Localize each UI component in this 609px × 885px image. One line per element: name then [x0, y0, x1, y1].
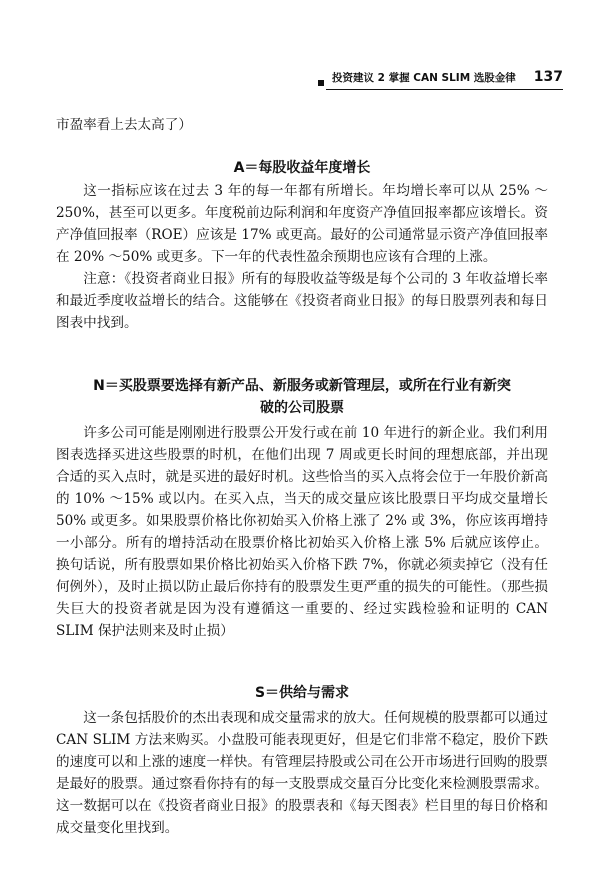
paragraph: 注意：《投资者商业日报》所有的每股收益等级是每个公司的 3 年收益增长率和最近季度收益增长的结合。这能够在《投资者商业日报》的每日股票列表和每日图表中找到。: [56, 271, 548, 331]
header-rule: [326, 89, 563, 90]
section-heading-n-line2: 破的公司股票: [260, 400, 344, 416]
paragraph: 这一指标应该在过去 3 年的每一年都有所增长。年均增长率可以从 25% ～250%，甚至可以更多。年度税前边际利润和年度资产净值回报率都应该增长。资产净值回报率（ROE）应该是 17% 或更高。最好的公司通常显示资产净值回报率在 20% ～50% 或更多。下一年的代表性盈余预期也应该有合理的上涨。: [56, 183, 548, 265]
paragraph: 许多公司可能是刚刚进行股票公开发行或在前 10 年进行的新企业。我们利用图表选择买进这些股票的时机，在他们出现 7 周或更长时间的理想底部，并出现合适的买入点时，就是买进的最好时机。这些恰当的买入点将会位于一年股价新高的 10% ～15% 或以内。在买入点，当天的成交量应该比股票日平均成交量增长 50% 或更多。如果股票价格比你初始买入价格上涨了 2% 或 3%，你应该再增持一小部分。所有的增持活动在股票价格比初始买入价格上涨 5% 后就应该停止。换句话说，所有股票如果价格比初始买入价格下跌 7%，你就必须卖掉它（没有任何例外），及时止损以防止最后你持有的股票发生更严重的损失的可能性。（那些损失巨大的投资者就是因为没有遵循这一重要的、经过实践检验和证明的 CAN SLIM 保护法则来及时止损）: [56, 425, 548, 639]
carryover-text-block: [56, 114, 548, 136]
page-number: 137: [533, 69, 563, 85]
running-title: 投资建议 2 掌握 CAN SLIM 选股金律: [332, 72, 516, 84]
running-header: [318, 68, 563, 88]
section-heading-s: S＝供给与需求: [254, 685, 350, 701]
section-n-body: [56, 422, 548, 642]
carryover-line: 市盈率看上去太高了）: [56, 117, 192, 133]
paragraph: 这一条包括股价的杰出表现和成交量需求的放大。任何规模的股票都可以通过 CAN SLIM 方法来购买。小盘股可能表现更好，但是它们非常不稳定，股价下跌的速度可以和上涨的速度一样快。有管理层持股或公司在公开市场进行回购的股票是最好的股票。通过察看你持有的每一支股票成交量百分比变化来检测股票需求。这一数据可以在《投资者商业日报》的股票表和《每天图表》栏目里的每日价格和成交量变化里找到。: [56, 710, 548, 836]
section-s-body: [56, 707, 548, 839]
header-bullet-icon: [318, 80, 324, 86]
section-heading-a: A＝每股收益年度增长: [233, 160, 371, 176]
section-a-body: [56, 180, 548, 334]
section-heading-n-line1: N＝买股票要选择有新产品、新服务或新管理层，或所在行业有新突: [93, 378, 511, 394]
